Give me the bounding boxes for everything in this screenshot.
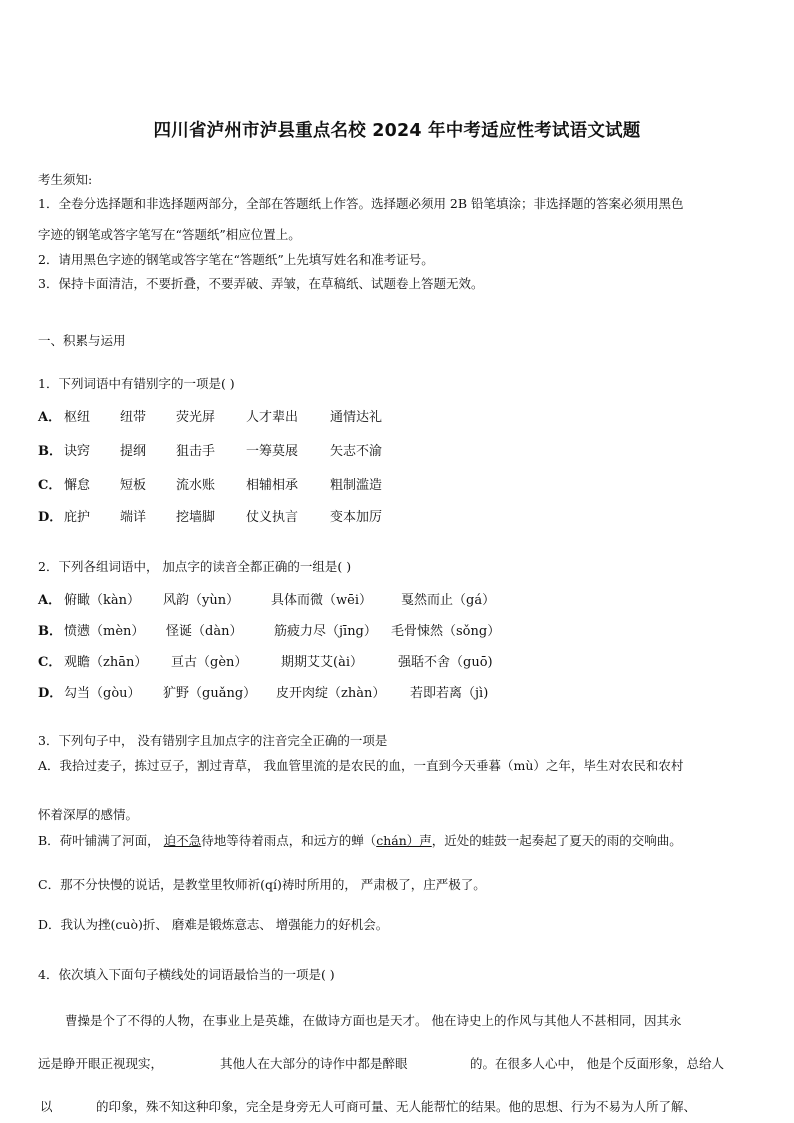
option-word: 具体而微（wēi） [271,593,372,608]
option-word: 端详 [120,510,147,525]
option-label: D． [38,686,63,701]
question-4-passage-line-3a: 以 [40,1099,53,1114]
option-word: 皮开肉绽（zhàn） [276,686,386,701]
question-4-passage-line-3b: 的印象，殊不知这种印象，完全是身旁无人可商可量、无人能帮忙的结果。他的思想、行为不易为人所了解、 [96,1099,697,1114]
question-1-option-d [38,506,758,524]
option-word: 强聒不舍（guō) [398,655,493,670]
question-2-option-a [38,589,758,607]
option-word: 毛骨悚然（sǒng） [391,624,501,639]
option-word: 戛然而止（gá） [401,593,496,608]
option-word: 挖墙脚 [176,510,216,525]
option-word: 懈怠 [64,478,91,493]
question-2-stem: 2．下列各组词语中， 加点字的读音全都正确的一组是( ) [38,559,352,574]
option-text: ，近处的蛙鼓一起奏起了夏天的雨的交响曲。 [431,833,682,848]
option-word: 仗义执言 [246,510,299,525]
option-word: 通情达礼 [330,410,383,425]
option-word: 枢纽 [64,410,91,425]
option-word: 期期艾艾(ài） [281,655,363,670]
notice-line-3: 3．保持卡面清洁，不要折叠，不要弄破、弄皱，在草稿纸、试题卷上答题无效。 [38,276,484,291]
option-word: 若即若离（jì) [410,686,489,701]
notice-line-2: 2．请用黑色字迹的钢笔或答字笔在“答题纸”上先填写姓名和准考证号。 [38,252,434,267]
option-word: 犷野（guǎng） [163,686,257,701]
question-2-option-b [38,620,758,638]
option-word: 筋疲力尽（jīng） [274,624,377,639]
question-2-option-d [38,682,758,700]
option-word: 风韵（yùn） [163,593,240,608]
question-3-option-b [38,831,682,849]
question-4-passage-line-2b: 其他人在大部分的诗作中都是醉眼 [220,1056,408,1071]
question-1-stem: 1．下列词语中有错别字的一项是( ) [38,376,235,391]
notice-line-1a: 1．全卷分选择题和非选择题两部分，全部在答题纸上作答。选择题必须用 2B 铅笔填涂；非选择题的答案必须用黑色 [38,196,684,211]
question-4-passage-line-1: 曹操是个了不得的人物，在事业上是英雄，在做诗方面也是天才。 他在诗史上的作风与其他人不甚相同，因其永 [65,1013,682,1028]
question-3-stem: 3．下列句子中， 没有错别字且加点字的注音完全正确的一项是 [38,733,388,748]
option-label: B． [38,444,62,459]
option-word: 人才辈出 [246,410,299,425]
option-label: A． [38,410,62,425]
option-word: 相辅相承 [246,478,299,493]
notice-heading: 考生须知: [38,172,93,187]
option-word: 荧光屏 [176,410,216,425]
option-word: 一筹莫展 [246,444,299,459]
option-word: 愤懑（mèn） [64,624,145,639]
question-3-option-c: C．那不分快慢的说话，是教堂里牧师祈(qí)祷时所用的， 严肃极了，庄严极了。 [38,877,486,892]
option-word: 观瞻（zhān） [64,655,148,670]
section-heading: 一、积累与运用 [38,333,126,348]
option-word: 庇护 [64,510,91,525]
option-label: D． [38,510,63,525]
question-1-option-b [38,440,758,458]
option-word: 诀窍 [64,444,91,459]
option-word: 勾当（gòu） [64,686,141,701]
question-4-passage-line-2c: 的。在很多人心中， 他是个反面形象，总给人 [470,1056,724,1071]
option-word: 纽带 [120,410,147,425]
option-text: B．荷叶铺满了河面， [38,833,164,848]
question-4-stem: 4．依次填入下面句子横线处的词语最恰当的一项是( ) [38,967,335,982]
question-2-option-c [38,651,758,669]
option-label: B． [38,624,62,639]
option-word: 流水账 [176,478,216,493]
option-label: A． [38,593,62,608]
option-word: 矢志不渝 [330,444,383,459]
question-1-option-a [38,406,758,424]
question-1-option-c [38,474,758,492]
option-word: 短板 [120,478,147,493]
question-3-option-a-line-2: 怀着深厚的感情。 [38,807,139,822]
option-label: C． [38,478,62,493]
question-3-option-d: D．我认为挫(cuò)折、 磨难是锻炼意志、 增强能力的好机会。 [38,917,389,932]
question-3-option-a-line-1: A．我拾过麦子，拣过豆子，割过青草， 我血管里流的是农民的血，一直到今天垂暮（mù）之年，毕生对农民和农村 [38,758,684,773]
option-word: 亘古（gèn） [171,655,248,670]
underlined-text: chán）声 [376,833,432,848]
option-word: 提纲 [120,444,147,459]
option-word: 狙击手 [176,444,216,459]
page-title: 四川省泸州市泸县重点名校 2024 年中考适应性考试语文试题 [153,121,641,141]
option-label: C． [38,655,62,670]
option-word: 粗制滥造 [330,478,383,493]
question-4-passage-line-2a: 远是睁开眼正视现实， [38,1056,164,1071]
option-word: 怪诞（dàn） [166,624,243,639]
underlined-text: 迫不急 [163,833,202,848]
notice-line-1b: 字迹的钢笔或答字笔写在“答题纸”相应位置上。 [38,227,301,242]
option-word: 俯瞰（kàn） [64,593,141,608]
option-text: 待地等待着雨点，和远方的蝉（ [201,833,377,848]
option-word: 变本加厉 [330,510,383,525]
